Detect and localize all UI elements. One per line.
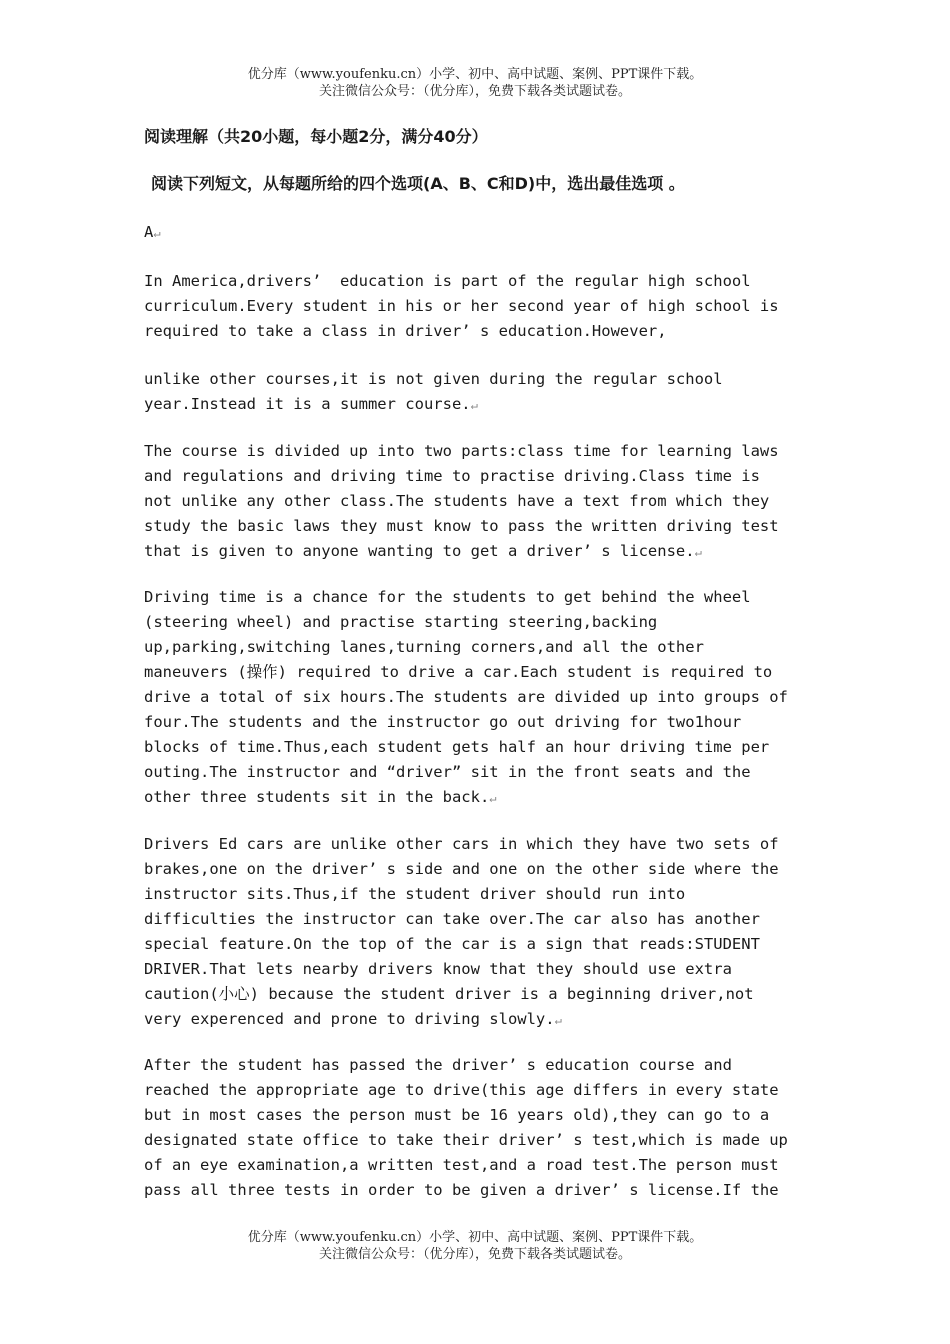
paragraph-line	[144, 882, 824, 907]
paragraph-line	[144, 610, 824, 635]
paragraph	[144, 1053, 824, 1203]
paragraph-line-text: reached the appropriate age to drive(this age differs in every state	[144, 1081, 779, 1099]
paragraph-line-text: The course is divided up into two parts:class time for learning laws	[144, 442, 779, 460]
paragraph-line-text: required to take a class in driver’ s education.However,	[144, 322, 667, 340]
passage-label	[144, 222, 161, 243]
paragraph-line	[144, 1153, 824, 1178]
paragraph	[144, 269, 824, 344]
paragraph-line-text: designated state office to take their driver’ s test,which is made up	[144, 1131, 788, 1149]
paragraph-mark: ↵	[153, 226, 161, 240]
paragraph-line-text: DRIVER.That lets nearby drivers know that they should use extra	[144, 960, 732, 978]
paragraph-mark: ↵	[470, 398, 478, 412]
paragraph-line-text: brakes,one on the driver’ s side and one on the other side where the	[144, 860, 779, 878]
paragraph-line-text: outing.The instructor and “driver” sit in the front seats and the	[144, 763, 751, 781]
paragraph-line-text: caution(小心) because the student driver is a beginning driver,not	[144, 985, 754, 1003]
paragraph-line	[144, 710, 824, 735]
paragraph-mark: ↵	[489, 791, 497, 805]
paragraph-line-text: instructor sits.Thus,if the student driver should run into	[144, 885, 686, 903]
paragraph-mark: ↵	[694, 545, 702, 559]
paragraph-line	[144, 464, 824, 489]
paragraph-line	[144, 489, 824, 514]
paragraph-line	[144, 857, 824, 882]
paragraph-mark: ↵	[554, 1013, 562, 1027]
paragraph-line-text: special feature.On the top of the car is a sign that reads:STUDENT	[144, 935, 760, 953]
paragraph-line-text: other three students sit in the back.	[144, 788, 490, 806]
paragraph-line-text: not unlike any other class.The students have a text from which they	[144, 492, 770, 510]
paragraph-line	[144, 957, 824, 982]
paragraph-line	[144, 1178, 824, 1203]
paragraph-line-text: and regulations and driving time to practise driving.Class time is	[144, 467, 760, 485]
paragraph-line	[144, 319, 824, 344]
paragraph-line	[144, 907, 824, 932]
footer-line-2: 关注微信公众号：（优分库），免费下载各类试题试卷。	[318, 1247, 631, 1262]
paragraph-line	[144, 660, 824, 685]
paragraph	[144, 367, 824, 418]
page-header	[0, 66, 950, 100]
paragraph-line	[144, 539, 824, 565]
paragraph-line	[144, 1128, 824, 1153]
paragraph-line	[144, 514, 824, 539]
paragraph-line-text: drive a total of six hours.The students are divided up into groups of	[144, 688, 788, 706]
paragraph	[144, 439, 824, 565]
header-line-2: 关注微信公众号：（优分库），免费下载各类试题试卷。	[318, 84, 631, 99]
paragraph-line	[144, 1007, 824, 1033]
section-title: 阅读理解（共20小题，每小题2分，满分40分）	[144, 127, 488, 146]
paragraph-line-text: up,parking,switching lanes,turning corners,and all the other	[144, 638, 704, 656]
instructions: 阅读下列短文，从每题所给的四个选项(A、B、C和D)中，选出最佳选项 。	[151, 174, 685, 193]
paragraph-line-text: very experenced and prone to driving slowly.	[144, 1010, 555, 1028]
paragraph-line	[144, 392, 824, 418]
paragraph	[144, 832, 824, 1033]
paragraph-line-text: year.Instead it is a summer course.	[144, 395, 471, 413]
paragraph	[144, 585, 824, 811]
paragraph-line	[144, 635, 824, 660]
paragraph-line	[144, 294, 824, 319]
paragraph-line	[144, 1078, 824, 1103]
paragraph-line	[144, 1053, 824, 1078]
paragraph-line	[144, 439, 824, 464]
paragraph-line-text: four.The students and the instructor go out driving for two1hour	[144, 713, 742, 731]
paragraph-line-text: but in most cases the person must be 16 years old),they can go to a	[144, 1106, 770, 1124]
paragraph-line	[144, 982, 824, 1007]
paragraph-line	[144, 585, 824, 610]
paragraph-line	[144, 367, 824, 392]
header-line-1: 优分库（www.youfenku.cn）小学、初中、高中试题、案例、PPT课件下载。	[247, 67, 703, 82]
paragraph-line	[144, 760, 824, 785]
paragraph-line-text: maneuvers (操作) required to drive a car.Each student is required to	[144, 663, 773, 681]
page-footer	[0, 1229, 950, 1263]
paragraph-line-text: After the student has passed the driver’ s education course and	[144, 1056, 732, 1074]
paragraph-line-text: of an eye examination,a written test,and a road test.The person must	[144, 1156, 779, 1174]
paragraph-line	[144, 685, 824, 710]
paragraph-line-text: unlike other courses,it is not given during the regular school	[144, 370, 723, 388]
paragraph-line-text: In America,drivers’ education is part of the regular high school	[144, 272, 751, 290]
paragraph-line-text: Driving time is a chance for the students to get behind the wheel	[144, 588, 751, 606]
paragraph-line	[144, 832, 824, 857]
paragraph-line-text: that is given to anyone wanting to get a driver’ s license.	[144, 542, 695, 560]
paragraph-line-text: curriculum.Every student in his or her second year of high school is	[144, 297, 779, 315]
paragraph-line	[144, 269, 824, 294]
paragraph-line	[144, 785, 824, 811]
paragraph-line-text: pass all three tests in order to be given a driver’ s license.If the	[144, 1181, 779, 1199]
paragraph-line-text: (steering wheel) and practise starting steering,backing	[144, 613, 658, 631]
paragraph-line-text: blocks of time.Thus,each student gets half an hour driving time per	[144, 738, 770, 756]
paragraph-line-text: study the basic laws they must know to pass the written driving test	[144, 517, 779, 535]
footer-line-1: 优分库（www.youfenku.cn）小学、初中、高中试题、案例、PPT课件下载。	[247, 1230, 703, 1245]
paragraph-line	[144, 1103, 824, 1128]
paragraph-line	[144, 932, 824, 957]
paragraph-line-text: difficulties the instructor can take over.The car also has another	[144, 910, 760, 928]
paragraph-line	[144, 735, 824, 760]
paragraph-line-text: Drivers Ed cars are unlike other cars in which they have two sets of	[144, 835, 779, 853]
passage-label-text: A	[144, 223, 154, 241]
